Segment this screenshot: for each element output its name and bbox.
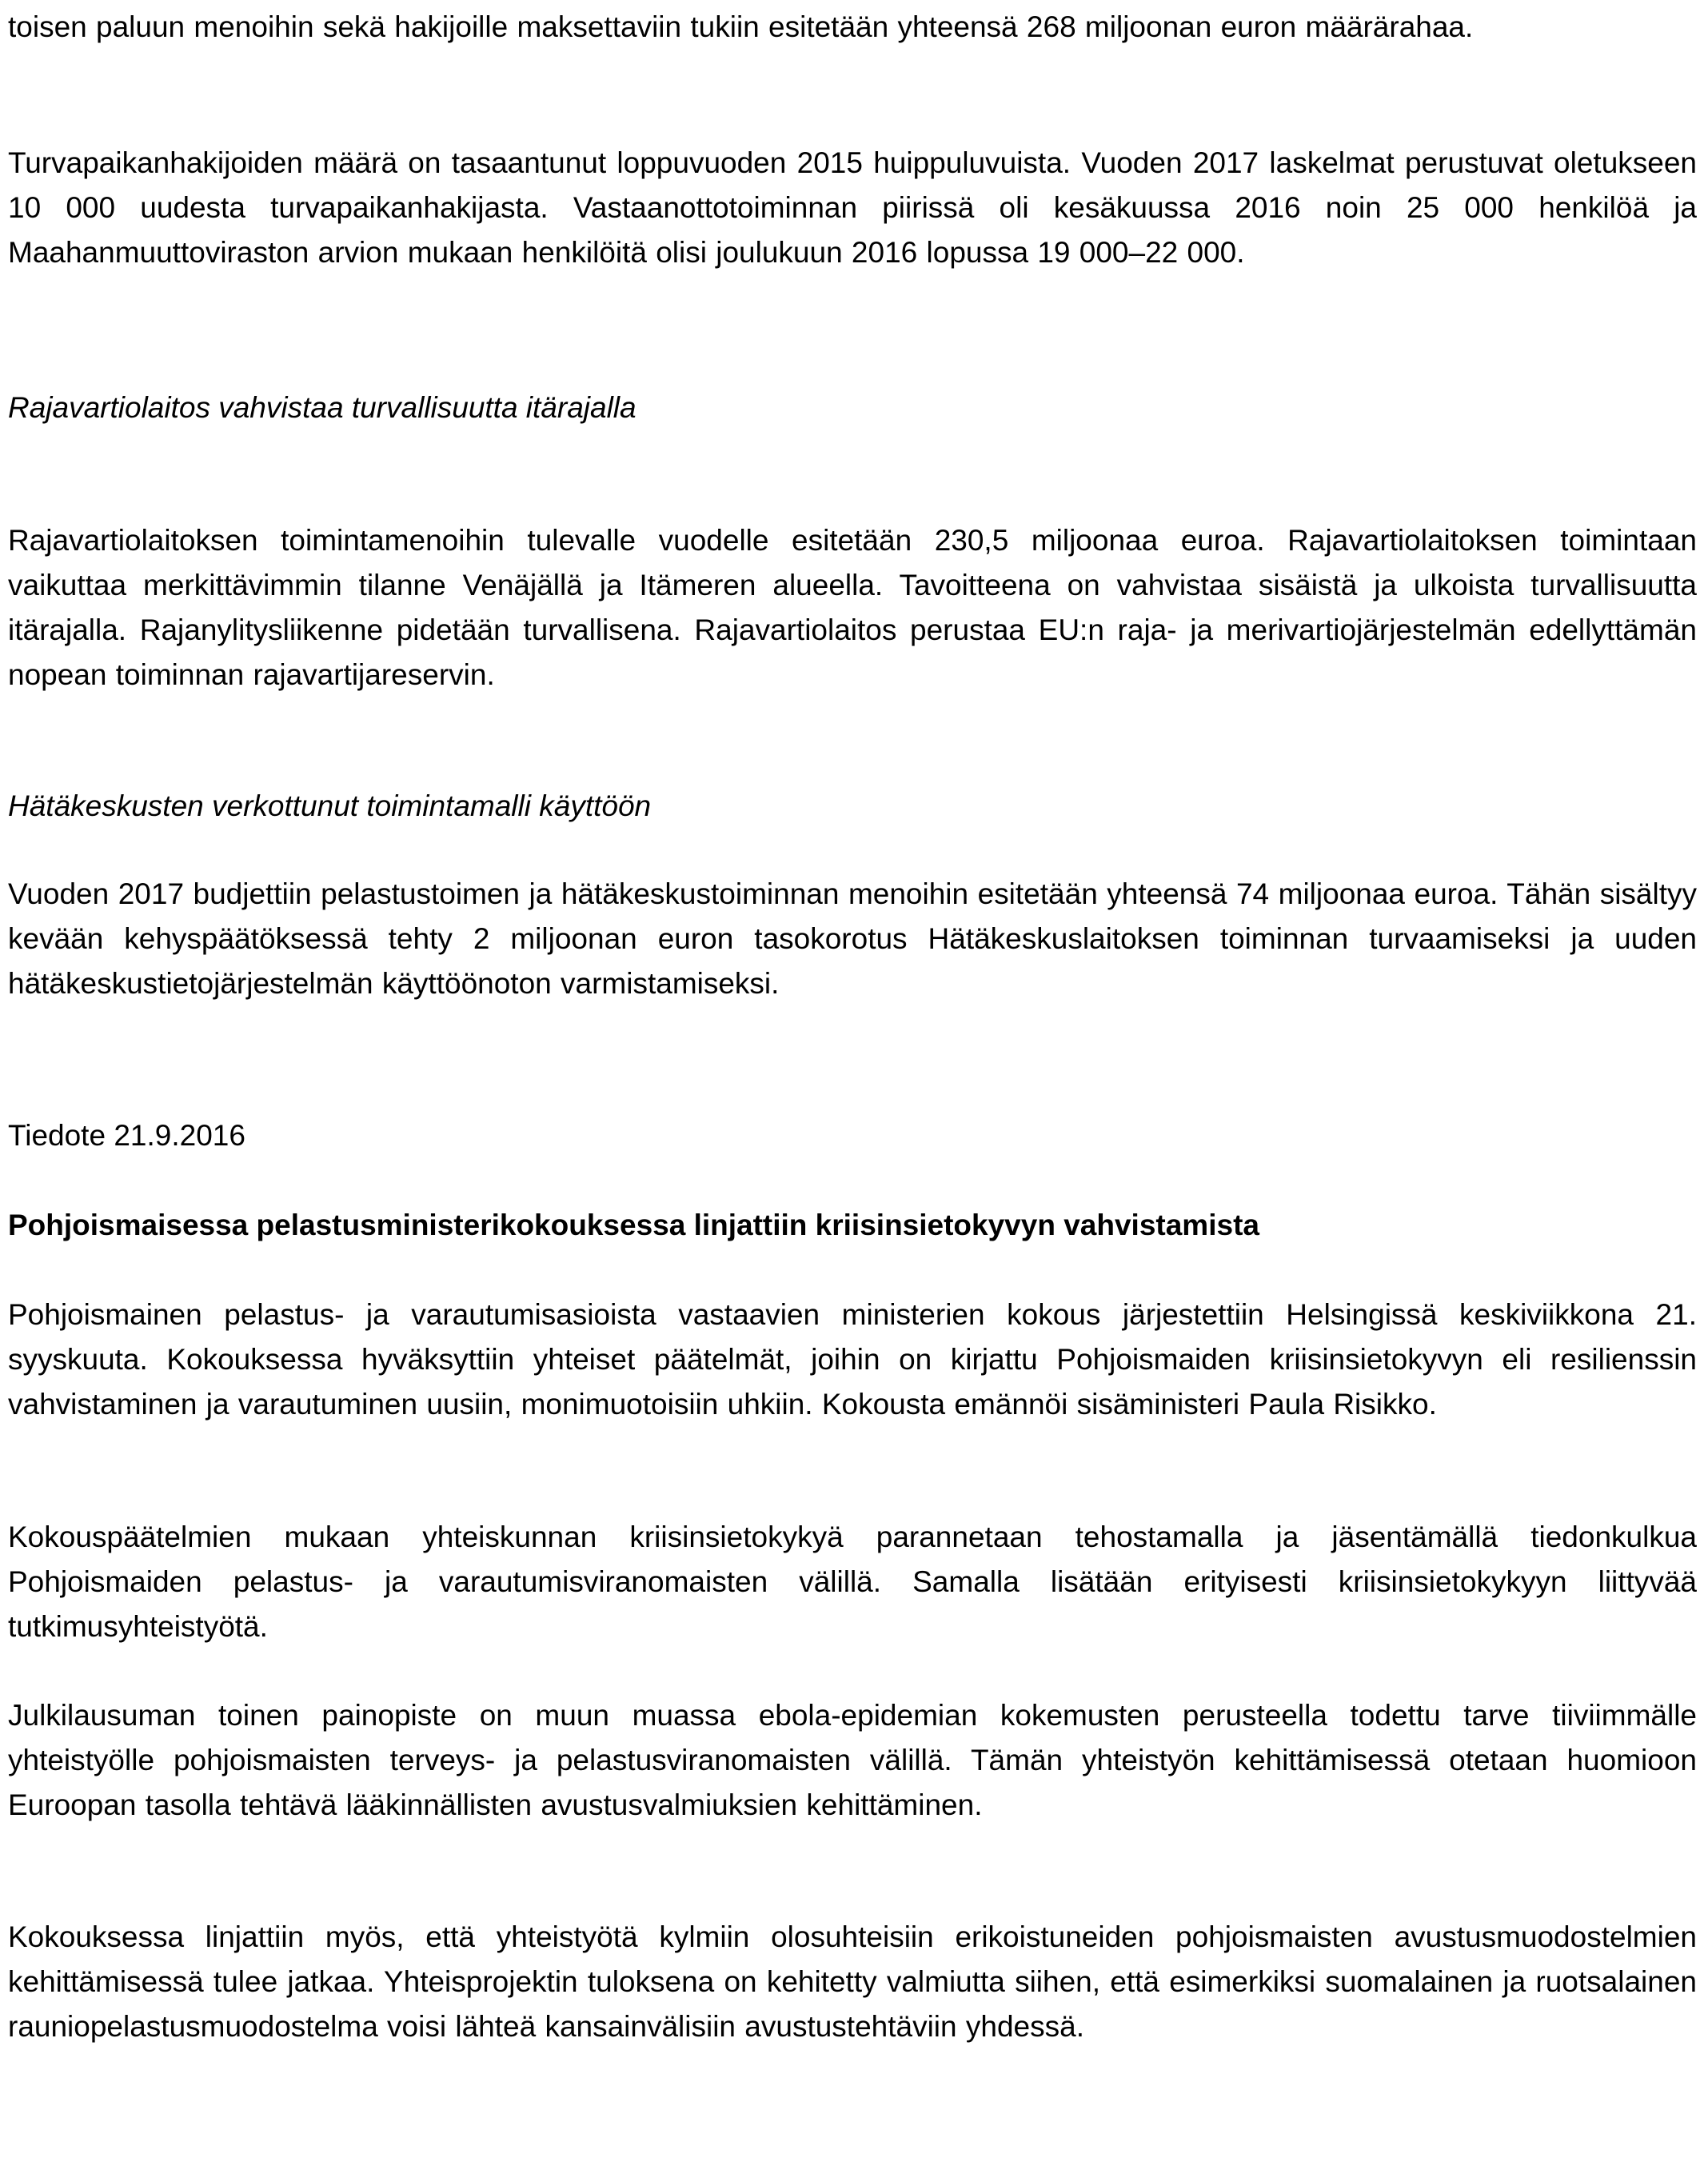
- heading-emergency-centres: Hätäkeskusten verkottunut toimintamalli käyttöön: [8, 789, 652, 822]
- paragraph-cold-conditions: Kokouksessa linjattiin myös, että yhteistyötä kylmiin olosuhteisiin erikoistuneiden pohjoismaisten avustusmuodostelmien kehittämisessä tulee jatkaa. Yhteisprojektin tuloksena on kehitetty valmiutta siihen, että esimerkiksi suomalainen ja ruotsalainen rauniopelastusmuodostelma voisi lähteä kansainvälisiin avustustehtäviin yhdessä.: [8, 1920, 1697, 2043]
- paragraph-refugee-costs: toisen paluun menoihin sekä hakijoille maksettaviin tukiin esitetään yhteensä 268 miljoonan euron määrärahaa.: [8, 10, 1474, 43]
- paragraph-border-guard: Rajavartiolaitoksen toimintamenoihin tulevalle vuodelle esitetään 230,5 miljoonaa euroa. Rajavartiolaitoksen toimintaan vaikuttaa merkittävimmin tilanne Venäjällä ja Itämeren alueella. Tavoitteena on vahvistaa sisäistä ja ulkoista turvallisuutta itärajalla. Rajanylitysliikenne pidetään turvallisena. Rajavartiolaitos perustaa EU:n raja- ja merivartiojärjestelmän edellyttämän nopean toiminnan rajavartijareservin.: [8, 524, 1697, 691]
- paragraph-asylum-seekers: Turvapaikanhakijoiden määrä on tasaantunut loppuvuoden 2015 huippuluvuista. Vuoden 2017 laskelmat perustuvat oletukseen 10 000 uudesta turvapaikanhakijasta. Vastaanottotoiminnan piirissä oli kesäkuussa 2016 noin 25 000 henkilöä ja Maahanmuuttoviraston arvion mukaan henkilöitä olisi joulukuun 2016 lopussa 19 000–22 000.: [8, 146, 1697, 269]
- press-release-date: Tiedote 21.9.2016: [8, 1119, 245, 1152]
- paragraph-emergency-centres: Vuoden 2017 budjettiin pelastustoimen ja hätäkeskustoiminnan menoihin esitetään yhteensä 74 miljoonaa euroa. Tähän sisältyy kevään kehyspäätöksessä tehty 2 miljoonan euron tasokorotus Hätäkeskuslaitoksen toiminnan turvaamiseksi ja uuden hätäkeskustietojärjestelmän käyttöönoton varmistamiseksi.: [8, 877, 1697, 1000]
- paragraph-health-cooperation: Julkilausuman toinen painopiste on muun muassa ebola-epidemian kokemusten perusteella todettu tarve tiiviimmälle yhteistyölle pohjoismaisten terveys- ja pelastusviranomaisten välillä. Tämän yhteistyön kehittämisessä otetaan huomioon Euroopan tasolla tehtävä lääkinnällisten avustusvalmiuksien kehittäminen.: [8, 1699, 1697, 1821]
- paragraph-ministers-meeting: Pohjoismainen pelastus- ja varautumisasioista vastaavien ministerien kokous järjestettiin Helsingissä keskiviikkona 21. syyskuuta. Kokouksessa hyväksyttiin yhteiset päätelmät, joihin on kirjattu Pohjoismaiden kriisinsietokyvyn eli resilienssin vahvistaminen ja varautuminen uusiin, monimuotoisiin uhkiin. Kokousta emännöi sisäministeri Paula Risikko.: [8, 1298, 1697, 1421]
- paragraph-meeting-conclusions: Kokouspäätelmien mukaan yhteiskunnan kriisinsietokykyä parannetaan tehostamalla ja jäsentämällä tiedonkulkua Pohjoismaiden pelastus- ja varautumisviranomaisten välillä. Samalla lisätään erityisesti kriisinsietokykyyn liittyvää tutkimusyhteistyötä.: [8, 1521, 1697, 1643]
- heading-border-guard: Rajavartiolaitos vahvistaa turvallisuutta itärajalla: [8, 391, 637, 424]
- press-release-title: Pohjoismaisessa pelastusministerikokouksessa linjattiin kriisinsietokyvyn vahvistamista: [8, 1209, 1259, 1241]
